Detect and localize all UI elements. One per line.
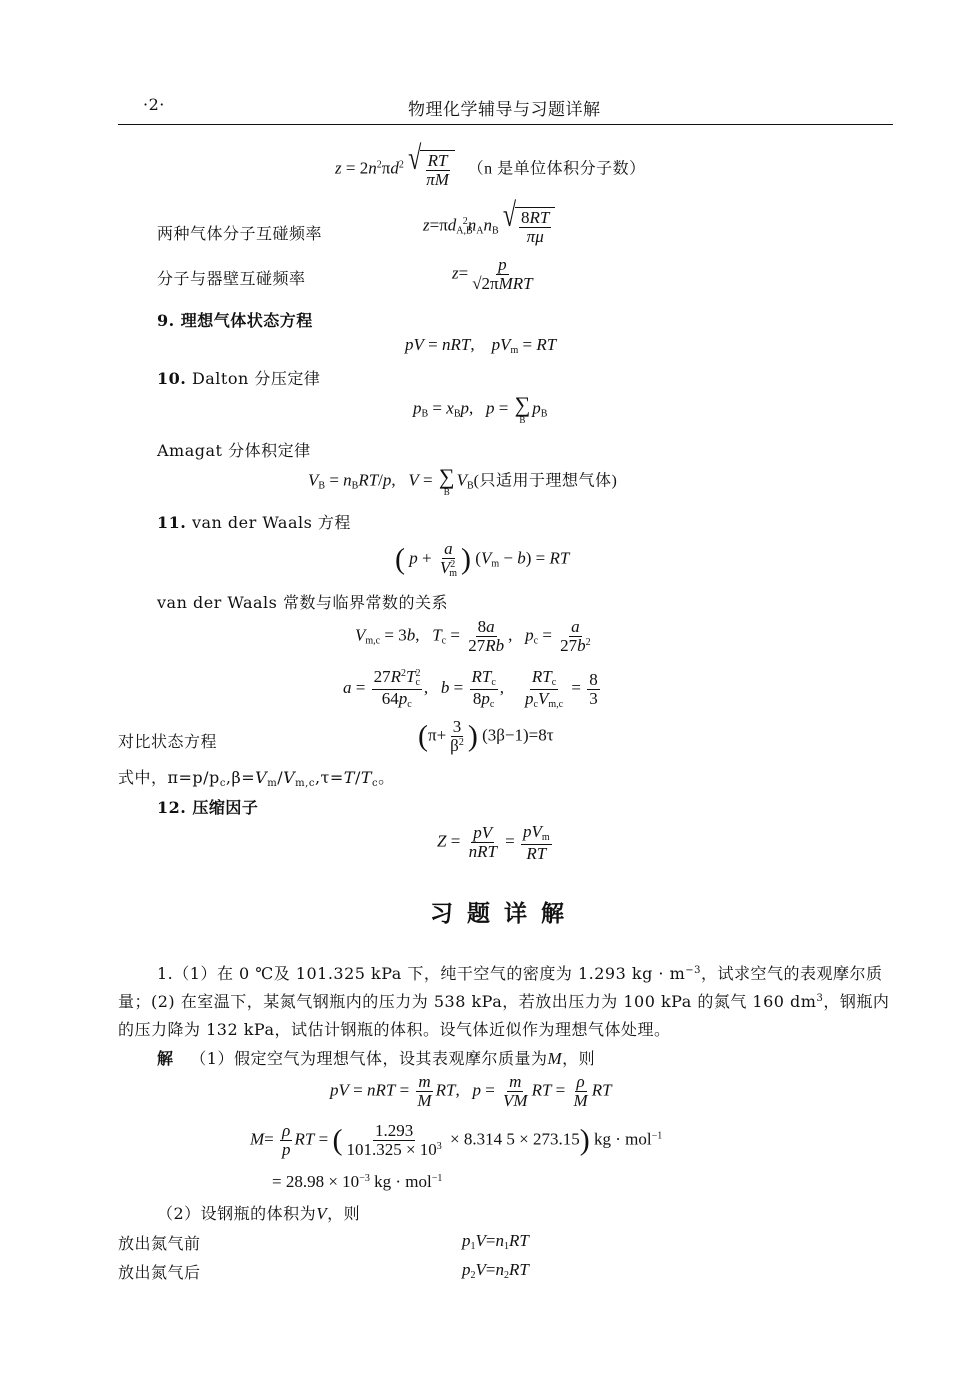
problem-1-line-1: 1.（1）在 0 ℃及 101.325 kPa 下，纯干空气的密度为 1.293 kg · $m^{-3}$，试求空气的表观摩尔质 [157, 964, 883, 983]
section-11-heading: 11. van der Waals 方程 [157, 513, 351, 532]
section-9-heading: 9. 理想气体状态方程 [157, 311, 313, 330]
eq-molar-mass-result: = $28.98 \times 10^{-3}$ kg · mol$^{-1}$ [272, 1172, 443, 1191]
header-rule [118, 124, 893, 125]
eq-ideal-gas: pV = nRT, $pV_m$ = RT [405, 335, 557, 356]
eq-collision-two: $z=\pi d_{A,B}^2n_An_B$ √ $\frac{8RT}{\pi\mu}$ [423, 207, 555, 246]
eq-collision-wall: z= $\frac{p}{\text{√2πMRT}}$ [452, 255, 533, 293]
reduced-where: 式中，$\pi=p/p_c,\beta=V_m/V_{m,c},\tau=T/T_c$。 [118, 768, 395, 789]
label-wall: 分子与器壁互碰频率 [157, 269, 306, 288]
section-12-heading: 12. 压缩因子 [157, 798, 259, 817]
running-title: 物理化学辅导与习题详解 [408, 100, 601, 120]
vdw-relation-heading: van der Waals 常数与临界常数的关系 [157, 593, 448, 612]
before-label: 放出氮气前 [118, 1234, 201, 1253]
eq-molar-mass-calc: M= $\frac{\rho}{p}$ RT = ( $\frac{1.293}{101.325 \times 10^3}$ × 8.314 5 × 273.15) kg · mol$^{-1}$ [250, 1121, 663, 1159]
eq-critical-2: a = $\frac{27R^2T^2_c}{64p_c}$ , b = $\frac{RT_c}{8p_c}$ , $\frac{RT_c}{p_cV_{m,c}}$ = $\frac{8}{3}$ [343, 667, 598, 710]
label-two-gas: 两种气体分子互碰频率 [157, 224, 323, 243]
eq-vdw: ( p + $\frac{a}{V^2_m}$ ) $(V_m - b)$ = RT [395, 539, 570, 579]
eq-compression: Z = $\frac{pV}{\text{nRT}}$ = $\frac{pV_m}{RT}$ [437, 822, 550, 863]
eq-molar-mass-derive: pV = nRT = $\frac{m}{M}$ RT, p = $\frac{m}{VM}$ RT = $\frac{\rho}{M}$ RT [330, 1072, 612, 1110]
reduced-label: 对比状态方程 [118, 732, 218, 751]
eq-collision-single: $z = 2n^2\pi d^2$ √ $\frac{RT}{\pi M}$ （n 是单位体积分子数） [335, 140, 646, 189]
problem-1-line-2: 量；(2) 在室温下，某氮气钢瓶内的压力为 538 kPa，若放出压力为 100 kPa 的氮气 160 $dm^3$，钢瓶内 [118, 992, 890, 1011]
exercise-heading: 习 题 详 解 [430, 901, 568, 927]
eq-note: （n 是单位体积分子数） [467, 160, 646, 178]
after-label: 放出氮气后 [118, 1263, 201, 1282]
eq-critical-1: $V_{m,c} = 3b$, $T_c$ = $\frac{8a}{27Rb}$ , $p_c$ = $\frac{a}{27b^2}$ [355, 617, 591, 655]
solution-1-intro: 解 （1）假定空气为理想气体，设其表观摩尔质量为M，则 [157, 1049, 596, 1068]
amagat-heading: Amagat 分体积定律 [157, 441, 311, 460]
eq-after: $p_2V=n_2RT$ [462, 1260, 529, 1281]
eq-before: $p_1V=n_1RT$ [462, 1231, 529, 1252]
eq-amagat: $V_B = n_BRT/p$, V = ∑ B $V_B$(只适用于理想气体) [308, 464, 618, 497]
problem-1-line-3: 的压力降为 132 kPa，试估计钢瓶的体积。设气体近似作为理想气体处理。 [118, 1020, 671, 1039]
eq-reduced: (π+ $\frac{3}{\beta^2}$ ) (3β−1)=8τ [418, 717, 554, 755]
section-10-heading: 10. Dalton 分压定律 [157, 369, 321, 388]
eq-dalton: $p_B = x_Bp$, p = ∑ B $p_B$ [413, 392, 548, 425]
solution-2-intro: （2）设钢瓶的体积为V，则 [157, 1204, 361, 1223]
page-number: ·2· [143, 95, 165, 114]
